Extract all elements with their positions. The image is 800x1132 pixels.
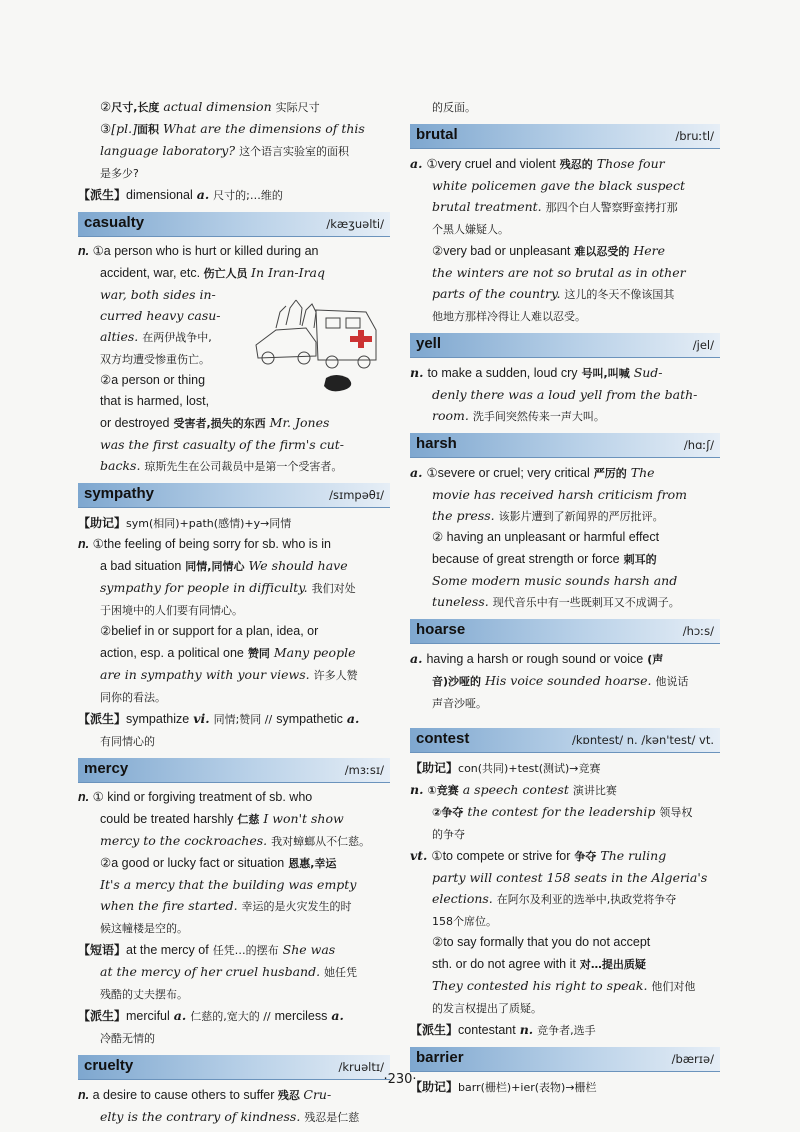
example-line: backs. 琼斯先生在公司裁员中是第一个受害者。: [100, 458, 343, 473]
example-line: brutal treatment. 那四个白人警察野蛮拷打那: [432, 199, 678, 214]
sense-line: n. ①竞赛 a speech contest 演讲比赛: [410, 782, 617, 797]
example-line: 音)沙哑的 His voice sounded hoarse. 他说话: [432, 673, 689, 688]
example-line: 158个席位。: [432, 915, 497, 928]
pronunciation: /hɑːʃ/: [683, 438, 714, 452]
example-line: language laboratory? 这个语言实验室的面积: [100, 143, 350, 158]
sense-line: vt. ①to compete or strive for 争夺 The ruling: [410, 848, 667, 863]
pronunciation: /hɔːs/: [682, 624, 714, 638]
entry-body-cruelty: [78, 1084, 390, 1128]
mnemonic-line: 【助记】con(共同)+test(测试)→竞赛: [410, 761, 601, 775]
entry-header-sympathy: [78, 483, 390, 508]
accident-illustration: [246, 290, 386, 400]
sense-line: a bad situation 同情,同情心 We should have: [100, 558, 348, 573]
sense-line: ②to say formally that you do not accept: [432, 935, 651, 949]
example-line: 个黑人嫌疑人。: [432, 223, 509, 236]
example-line: denly there was a loud yell from the bath-: [432, 387, 698, 402]
sense-line: ③[pl.]面积 What are the dimensions of this: [100, 121, 365, 136]
example-line: at the mercy of her cruel husband. 她任凭: [100, 964, 358, 979]
sense-line: action, esp. a political one 赞同 Many people: [100, 645, 356, 660]
headword: brutal: [416, 126, 458, 143]
example-line: room. 洗手间突然传来一声大叫。: [432, 408, 605, 423]
sense-line: ②a good or lucky fact or situation 恩惠,幸运: [100, 856, 337, 870]
entry-body-hoarse: [410, 648, 720, 714]
entry-header-brutal: [410, 124, 720, 149]
derivative-line: 【派生】dimensional a. 尺寸的;…维的: [78, 187, 283, 202]
entry-header-yell: [410, 333, 720, 358]
headword: mercy: [84, 760, 129, 777]
page-number: ·230·: [383, 1072, 417, 1087]
sense-line: a. ①very cruel and violent 残忍的 Those four: [410, 156, 665, 171]
entry-header-contest: [410, 728, 720, 753]
example-line: elections. 在阿尔及利亚的选举中,执政党将争夺: [432, 891, 677, 906]
entry-body-mercy: [78, 787, 390, 1049]
example-line: 的发言权提出了质疑。: [432, 1002, 542, 1015]
continued-text: 的反面。: [432, 101, 476, 114]
sense-line: ②belief in or support for a plan, idea, or: [100, 624, 319, 638]
entry-header-hoarse: [410, 619, 720, 644]
example-line: 他地方那样冷得让人难以忍受。: [432, 310, 586, 323]
left-column: [78, 96, 390, 1128]
entry-body-contest: [410, 757, 720, 1041]
sense-line: n. to make a sudden, loud cry 号叫,叫喊 Sud-: [410, 365, 663, 380]
sense-line: ②争夺 the contest for the leadership 领导权: [432, 804, 693, 819]
headword: yell: [416, 335, 442, 352]
pronunciation: /bærɪə/: [671, 1052, 714, 1066]
example-line: 的争夺: [432, 828, 465, 841]
sense-line: accident, war, etc. 伤亡人员 In Iran-Iraq: [100, 265, 325, 280]
headword: sympathy: [84, 485, 155, 502]
example-line: sympathy for people in difficulty. 我们对处: [100, 580, 356, 595]
entry-header-harsh: [410, 433, 720, 458]
example-line: 双方均遭受惨重伤亡。: [100, 353, 210, 366]
sense-line: n. ①a person who is hurt or killed during an: [78, 244, 319, 258]
sense-line: or destroyed 受害者,损失的东西 Mr. Jones: [100, 415, 330, 430]
pronunciation: /mɜːsɪ/: [344, 763, 384, 777]
headword: casualty: [84, 214, 145, 231]
entry-body-sympathy: [78, 512, 390, 752]
entry-dimension-continued: [78, 96, 390, 206]
sense-line: n. ①the feeling of being sorry for sb. who is in: [78, 537, 332, 551]
example-line: 残酷的丈夫摆布。: [100, 988, 188, 1001]
sense-line: n. ① kind or forgiving treatment of sb. who: [78, 790, 313, 804]
entry-body-brutal: [410, 153, 720, 327]
example-line: party will contest 158 seats in the Algeria's: [432, 870, 708, 885]
pronunciation: /jel/: [692, 338, 714, 352]
headword: harsh: [416, 435, 457, 452]
pronunciation: /kruəltɪ/: [338, 1060, 384, 1074]
pronunciation: /sɪmpəθɪ/: [329, 488, 384, 502]
mnemonic-line: 【助记】sym(相同)+path(感情)+y→同情: [78, 516, 292, 530]
example-line: 声音沙哑。: [432, 697, 487, 710]
example-line: mercy to the cockroaches. 我对蟑螂从不仁慈。: [100, 833, 371, 848]
example-line: the press. 该影片遭到了新闻界的严厉批评。: [432, 508, 664, 523]
headword: barrier: [416, 1049, 464, 1066]
sense-line: a. having a harsh or rough sound or voice (声: [410, 651, 664, 666]
example-line: when the fire started. 幸运的是火灾发生的时: [100, 898, 352, 913]
derivative-line: 有同情心的: [100, 735, 155, 748]
example-line: 候这幢楼是空的。: [100, 922, 188, 935]
example-line: 于困境中的人们要有同情心。: [100, 604, 243, 617]
example-line: tuneless. 现代音乐中有一些既刺耳又不成调子。: [432, 594, 680, 609]
sense-line: because of great strength or force 刺耳的: [432, 552, 657, 566]
example-line: curred heavy casu-: [100, 308, 221, 323]
entry-header-barrier: [410, 1047, 720, 1072]
sense-line: a. ①severe or cruel; very critical 严厉的 The: [410, 465, 655, 480]
example-line: alties. 在两伊战争中,: [100, 329, 212, 344]
entry-header-mercy: [78, 758, 390, 783]
example-line: parts of the country. 这儿的冬天不像该国其: [432, 286, 675, 301]
example-line: was the first casualty of the firm's cut-: [100, 437, 344, 452]
example-line: They contested his right to speak. 他们对他: [432, 978, 696, 993]
sense-line: could be treated harshly 仁慈 I won't show: [100, 811, 344, 826]
headword: hoarse: [416, 621, 466, 638]
sense-line: ②very bad or unpleasant 难以忍受的 Here: [432, 243, 666, 258]
entry-header-casualty: [78, 212, 390, 237]
pronunciation: /kæʒuəlti/: [326, 217, 384, 231]
pronunciation: /bruːtl/: [675, 129, 714, 143]
example-line: 是多少?: [100, 167, 139, 180]
phrase-line: 【短语】at the mercy of 任凭…的摆布 She was: [78, 942, 336, 957]
sense-line: ②a person or thing: [100, 373, 206, 387]
example-line: 同你的看法。: [100, 691, 166, 704]
entry-body-casualty: [78, 241, 390, 477]
derivative-line: 【派生】merciful a. 仁慈的,宽大的 // merciless a.: [78, 1008, 344, 1023]
example-line: Some modern music sounds harsh and: [432, 573, 678, 588]
sense-line: that is harmed, lost,: [100, 394, 210, 408]
entry-body-yell: [410, 362, 720, 427]
derivative-line: 【派生】contestant n. 竞争者,选手: [410, 1022, 596, 1037]
example-line: war, both sides in-: [100, 287, 216, 302]
figure-with-text: [78, 284, 390, 412]
example-line: It's a mercy that the building was empty: [100, 877, 357, 892]
headword: contest: [416, 730, 470, 747]
example-line: are in sympathy with your views. 许多人赞: [100, 667, 358, 682]
example-line: the winters are not so brutal as in other: [432, 265, 686, 280]
sense-line: sth. or do not agree with it 对…提出质疑: [432, 957, 646, 971]
pronunciation: /kɒntest/ n. /kən'test/ vt.: [572, 733, 714, 747]
right-column: [410, 96, 720, 1098]
example-line: elty is the contrary of kindness. 残忍是仁慈: [100, 1109, 360, 1124]
example-line: movie has received harsh criticism from: [432, 487, 688, 502]
derivative-line: 【派生】sympathize vi. 同情;赞同 // sympathetic a.: [78, 711, 360, 726]
sense-line: ② having an unpleasant or harmful effect: [432, 530, 660, 544]
sense-line: n. a desire to cause others to suffer 残忍 Cru-: [78, 1087, 332, 1102]
example-line: white policemen gave the black suspect: [432, 178, 685, 193]
headword: cruelty: [84, 1057, 134, 1074]
entry-body-harsh: [410, 462, 720, 613]
sense-line: ②尺寸,长度 actual dimension 实际尺寸: [100, 99, 320, 114]
mnemonic-line: 【助记】barr(栅栏)+ier(表物)→栅栏: [410, 1080, 597, 1094]
derivative-line: 冷酷无情的: [100, 1032, 155, 1045]
